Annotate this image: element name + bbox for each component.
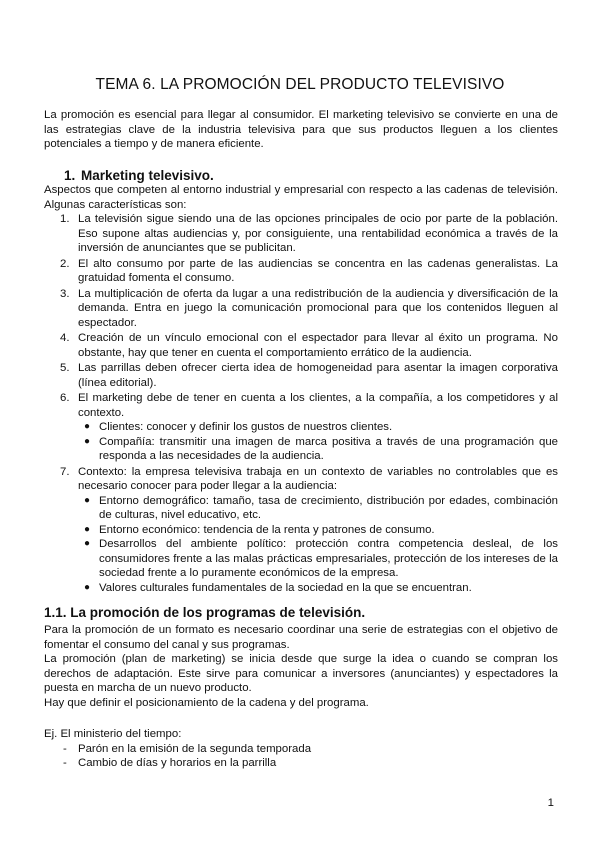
section-1-intro: Aspectos que competen al entorno industrial y empresarial con respecto a las cadenas de televisión. Algunas características son: xyxy=(44,184,558,211)
item-number: 2. xyxy=(60,257,70,270)
item-text: Las parrillas deben ofrecer cierta idea de homogeneidad para asentar la imagen corporativa (línea editorial). xyxy=(78,362,558,389)
item-number: 1. xyxy=(60,213,70,225)
item-number: 3. xyxy=(60,287,70,300)
bullet-text: Compañía: transmitir una imagen de marca positiva a través de una programación que responda a las necesidades de la audiencia. xyxy=(99,435,558,462)
paragraph: Hay que definir el posicionamiento de la cadena y del programa. xyxy=(44,696,369,709)
page-title: TEMA 6. LA PROMOCIÓN DEL PRODUCTO TELEVISIVO xyxy=(95,76,505,93)
sub-bullet-list xyxy=(78,494,558,596)
item-number: 5. xyxy=(60,362,70,374)
example-item xyxy=(44,742,558,757)
bullet-item xyxy=(78,537,558,581)
bullet-text: Entorno económico: tendencia de la renta y patrones de consumo. xyxy=(99,523,435,536)
example-item-text: Parón en la emisión de la segunda temporada xyxy=(78,742,312,755)
intro-paragraph: La promoción es esencial para llegar al consumidor. El marketing televisivo se convierte en una de las estrategias clave de la industria televisiva para que sus productos lleguen a los clientes potenciales a tiempo y de manera eficiente. xyxy=(44,109,558,150)
bullet-icon: ● xyxy=(84,421,91,432)
bullet-item xyxy=(78,494,558,523)
dash-marker: - xyxy=(63,757,67,769)
example-item-text: Cambio de días y horarios en la parrilla xyxy=(78,757,277,769)
dash-marker: - xyxy=(63,742,67,755)
sub-bullet-list xyxy=(78,420,558,464)
item-text: Contexto: la empresa televisiva trabaja en un contexto de variables no controlables que es necesario conocer para poder llegar a la audiencia: xyxy=(78,465,558,492)
example-block xyxy=(44,727,558,771)
bullet-icon: ● xyxy=(84,581,91,593)
bullet-icon: ● xyxy=(84,435,91,447)
bullet-icon: ● xyxy=(84,538,91,549)
item-text: El alto consumo por parte de las audiencias se concentra en las cadenas generalistas. La gratuidad fomenta el consumo. xyxy=(78,257,558,284)
bullet-icon: ● xyxy=(84,494,91,506)
bullet-item xyxy=(78,435,558,464)
item-text: Creación de un vínculo emocional con el espectador para llevar al éxito un programa. No obstante, hay que tener en cuenta el comportamiento errático de la audiencia. xyxy=(78,332,558,359)
page-number: 1 xyxy=(547,797,554,809)
list-item xyxy=(44,465,558,596)
item-number: 6. xyxy=(60,392,70,404)
item-number: 7. xyxy=(60,465,70,478)
list-item xyxy=(44,361,558,390)
bullet-icon: ● xyxy=(84,523,91,535)
paragraph: La promoción (plan de marketing) se inicia desde que surge la idea o cuando se compran los derechos de adaptación. Este sirve para comunicar a inversores (anunciantes) y espectadores la puesta en marcha de un nuevo producto. xyxy=(44,653,558,694)
item-number: 4. xyxy=(60,332,70,344)
bullet-text: Valores culturales fundamentales de la sociedad en la que se encuentran. xyxy=(99,581,472,594)
bullet-text: Desarrollos del ambiente político: protección contra competencia desleal, de los consumidores frente a las malas prácticas empresariales, protección de los intereses de la sociedad frente a lo puramente económicos de la empresa. xyxy=(99,538,558,579)
paragraph: Para la promoción de un formato es necesario coordinar una serie de estrategias con el objetivo de fomentar el consumo del canal y sus programas. xyxy=(44,624,558,651)
bullet-item xyxy=(78,420,558,435)
item-text: El marketing debe de tener en cuenta a los clientes, a la compañía, a los competidores y al contexto. xyxy=(78,392,558,419)
item-text: La multiplicación de oferta da lugar a una redistribución de la audiencia y diversificación de la demanda. Entra en juego la comunicación promocional para que los contenidos lleguen al espectador. xyxy=(78,287,558,329)
section-1-heading xyxy=(64,168,214,183)
list-item xyxy=(44,331,558,360)
section-1-1-heading: 1.1. La promoción de los programas de televisión. xyxy=(44,605,366,620)
bullet-text: Clientes: conocer y definir los gustos de nuestros clientes. xyxy=(99,421,393,433)
bullet-item xyxy=(78,581,558,596)
characteristics-list xyxy=(44,212,558,596)
section-1-title: Marketing televisivo. xyxy=(81,168,214,183)
section-1-1-body xyxy=(44,623,558,710)
bullet-text: Entorno demográfico: tamaño, tasa de crecimiento, distribución por edades, combinación de culturas, nivel educativo, etc. xyxy=(99,494,558,521)
list-item xyxy=(44,212,558,256)
example-item xyxy=(44,756,558,771)
item-text: La televisión sigue siendo una de las opciones principales de ocio por parte de la población. Eso supone altas audiencias y, por consiguiente, una rentabilidad económica a través de la inversión de anunciantes que se publicitan. xyxy=(78,213,558,254)
section-1-number: 1. xyxy=(64,168,76,183)
list-item xyxy=(44,257,558,286)
example-list xyxy=(44,742,558,771)
example-label: Ej. El ministerio del tiempo: xyxy=(44,728,182,740)
list-item xyxy=(44,287,558,331)
bullet-item xyxy=(78,523,558,538)
list-item xyxy=(44,391,558,464)
